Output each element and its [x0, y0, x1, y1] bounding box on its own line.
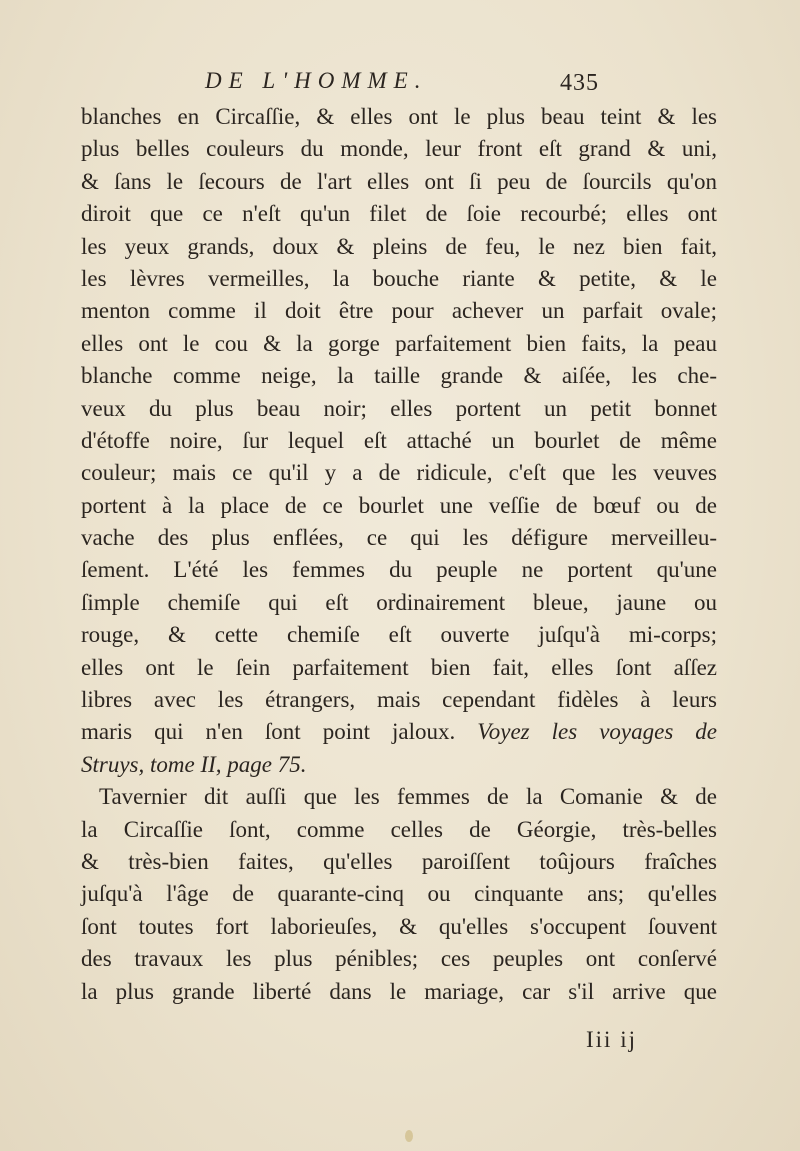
text-line: [81, 522, 717, 554]
signature-mark: Iii ij: [586, 1027, 637, 1052]
text-segment: maris qui n'en ſont point jaloux.: [81, 719, 478, 745]
text-line: [81, 263, 717, 295]
text-line: [81, 943, 717, 975]
text-segment: & très-bien faites, qu'elles paroiſſent toûjours fraîches: [81, 848, 717, 874]
text-line: [81, 490, 717, 522]
text-line: [81, 846, 717, 878]
text-line: [81, 781, 717, 813]
text-segment: menton comme il doit être pour achever un parfait ovale;: [81, 298, 717, 324]
text-line: [81, 328, 717, 360]
text-line: [81, 198, 717, 230]
text-segment: d'étoffe noire, ſur lequel eſt attaché un bourlet de même: [81, 427, 717, 453]
text-segment: ſont toutes fort laborieuſes, & qu'elles s'occupent ſouvent: [81, 913, 717, 939]
text-line: [81, 425, 717, 457]
text-segment: rouge, & cette chemiſe eſt ouverte juſqu'à mi-corps;: [81, 622, 717, 648]
text-segment: la Circaſſie ſont, comme celles de Géorgie, très-belles: [81, 816, 717, 842]
italic-text: Voyez les voyages de: [477, 719, 718, 745]
text-line: [81, 587, 717, 619]
text-segment: elles ont le ſein parfaitement bien fait, elles ſont aſſez: [81, 654, 717, 680]
text-line: [81, 457, 717, 489]
page-number: 435: [560, 70, 599, 96]
text-line: [81, 101, 717, 133]
text-line: [81, 166, 717, 198]
running-header: [205, 64, 605, 100]
text-segment: Tavernier dit auſſi que les femmes de la Comanie & de: [99, 784, 717, 810]
text-segment: vache des plus enflées, ce qui les défigure merveilleu-: [81, 525, 717, 551]
text-segment: libres avec les étrangers, mais cependant fidèles à leurs: [81, 687, 717, 713]
text-line: [81, 684, 717, 716]
text-line: [81, 295, 717, 327]
text-line: [81, 976, 717, 1008]
text-segment: blanche comme neige, la taille grande & aiſée, les che-: [81, 363, 717, 389]
text-segment: portent à la place de ce bourlet une veſſie de bœuf ou de: [81, 492, 717, 518]
text-line: [81, 652, 717, 684]
text-line: [81, 619, 717, 651]
text-line: [81, 360, 717, 392]
text-segment: la plus grande liberté dans le mariage, car s'il arrive que: [81, 978, 717, 1004]
text-segment: & ſans le ſecours de l'art elles ont ſi peu de ſourcils qu'on: [81, 168, 717, 194]
text-line: [81, 814, 717, 846]
text-segment: blanches en Circaſſie, & elles ont le plus beau teint & les: [81, 104, 717, 129]
text-segment: plus belles couleurs du monde, leur front eſt grand & uni,: [81, 136, 717, 162]
text-line: [81, 749, 717, 781]
text-segment: ſimple chemiſe qui eſt ordinairement bleue, jaune ou: [81, 589, 717, 615]
text-line: [81, 133, 717, 165]
text-segment: les lèvres vermeilles, la bouche riante & petite, & le: [81, 265, 717, 291]
text-line: [81, 716, 717, 748]
running-title: DE L'HOMME.: [205, 68, 428, 93]
text-segment: diroit que ce n'eſt qu'un filet de ſoie recourbé; elles ont: [81, 201, 717, 227]
text-segment: ſement. L'été les femmes du peuple ne portent qu'une: [81, 557, 717, 583]
body-text: [81, 101, 717, 1008]
paper-speck: [405, 1130, 413, 1142]
text-segment: juſqu'à l'âge de quarante-cinq ou cinquante ans; qu'elles: [81, 881, 717, 907]
text-segment: veux du plus beau noir; elles portent un petit bonnet: [81, 395, 717, 421]
text-line: [81, 878, 717, 910]
text-segment: elles ont le cou & la gorge parfaitement bien faits, la peau: [81, 330, 717, 356]
italic-text: Struys, tome II, page 75.: [81, 751, 307, 777]
text-segment: des travaux les plus pénibles; ces peuples ont conſervé: [81, 946, 717, 972]
text-segment: les yeux grands, doux & pleins de feu, le nez bien fait,: [81, 233, 717, 259]
text-line: [81, 554, 717, 586]
text-segment: couleur; mais ce qu'il y a de ridicule, c'eſt que les veuves: [81, 460, 717, 486]
text-line: [81, 231, 717, 263]
text-line: [81, 393, 717, 425]
text-line: [81, 911, 717, 943]
